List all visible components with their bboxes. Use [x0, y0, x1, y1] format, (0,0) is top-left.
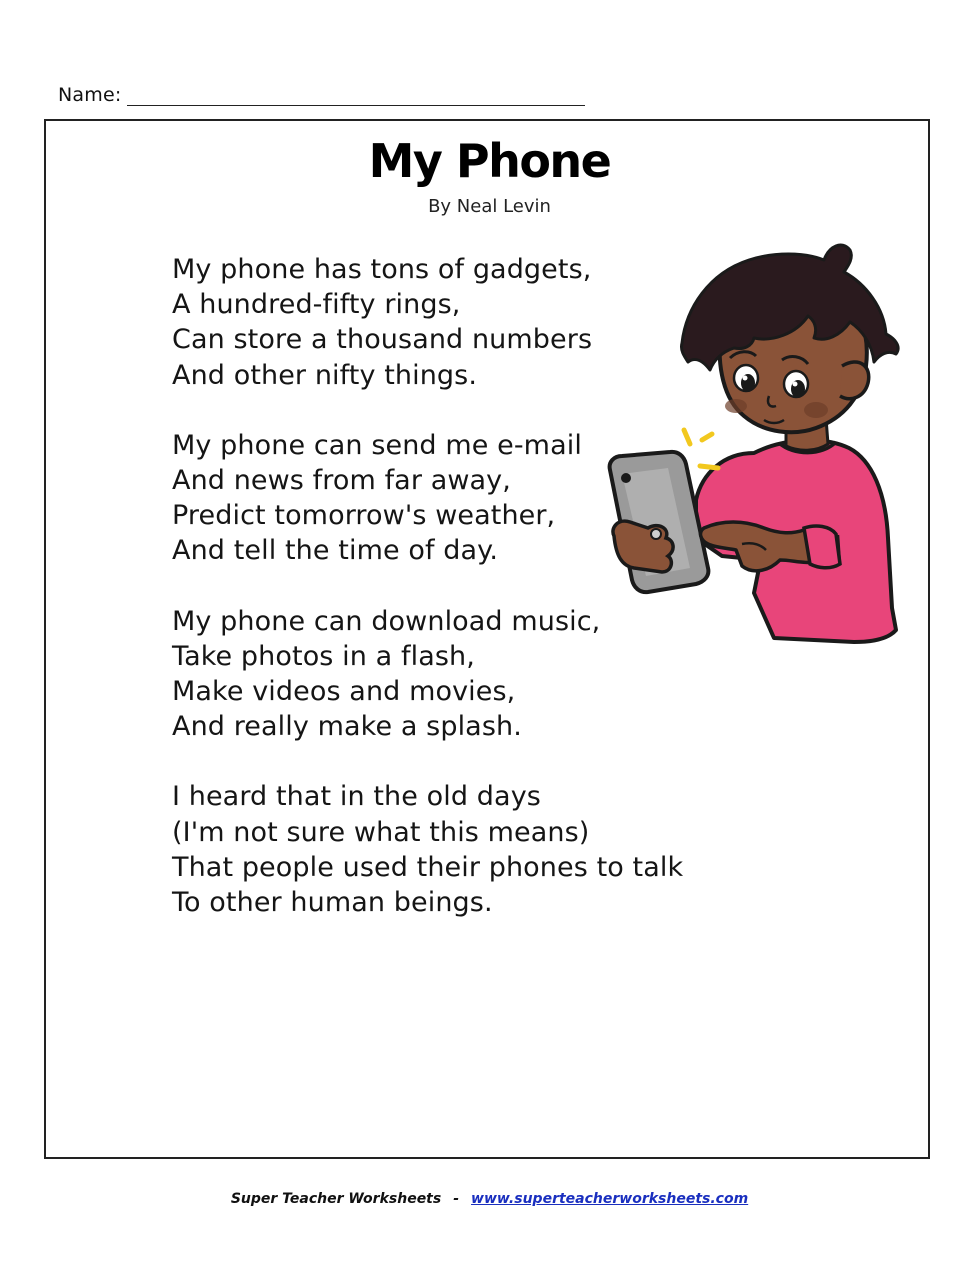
poem-author: By Neal Levin: [428, 196, 551, 217]
name-label: Name:: [58, 84, 122, 106]
poem-line: And tell the time of day.: [172, 535, 499, 567]
stanza-4: [172, 779, 732, 920]
page-footer: [0, 1191, 979, 1207]
poem-title: My Phone: [368, 134, 611, 188]
poem-line: Make videos and movies,: [172, 676, 516, 708]
poem-line: My phone can download music,: [172, 605, 601, 637]
poem-line: Take photos in a flash,: [172, 640, 475, 672]
poem-line: (I'm not sure what this means): [172, 816, 590, 848]
poem-line: And really make a splash.: [172, 711, 522, 743]
poem-line: My phone has tons of gadgets,: [172, 254, 592, 285]
poem-line: My phone can send me e-mail: [172, 429, 582, 461]
footer-site-link[interactable]: www.superteacherworksheets.com: [471, 1191, 749, 1207]
poem-line: Can store a thousand numbers: [172, 324, 593, 356]
poem-line: And news from far away,: [172, 465, 511, 497]
child-with-phone-illustration: [604, 238, 904, 648]
poem-line: And other nifty things.: [172, 359, 478, 391]
name-blank-line[interactable]: [127, 87, 585, 106]
poem-line: That people used their phones to talk: [172, 851, 684, 883]
poem-line: A hundred-fifty rings,: [172, 289, 461, 321]
poem-line: I heard that in the old days: [172, 781, 541, 813]
footer-separator: -: [453, 1191, 460, 1207]
poem-line: Predict tomorrow's weather,: [172, 500, 556, 532]
name-field-row: [58, 84, 585, 106]
poem-line: To other human beings.: [172, 887, 493, 919]
footer-brand: Super Teacher Worksheets: [230, 1191, 442, 1207]
